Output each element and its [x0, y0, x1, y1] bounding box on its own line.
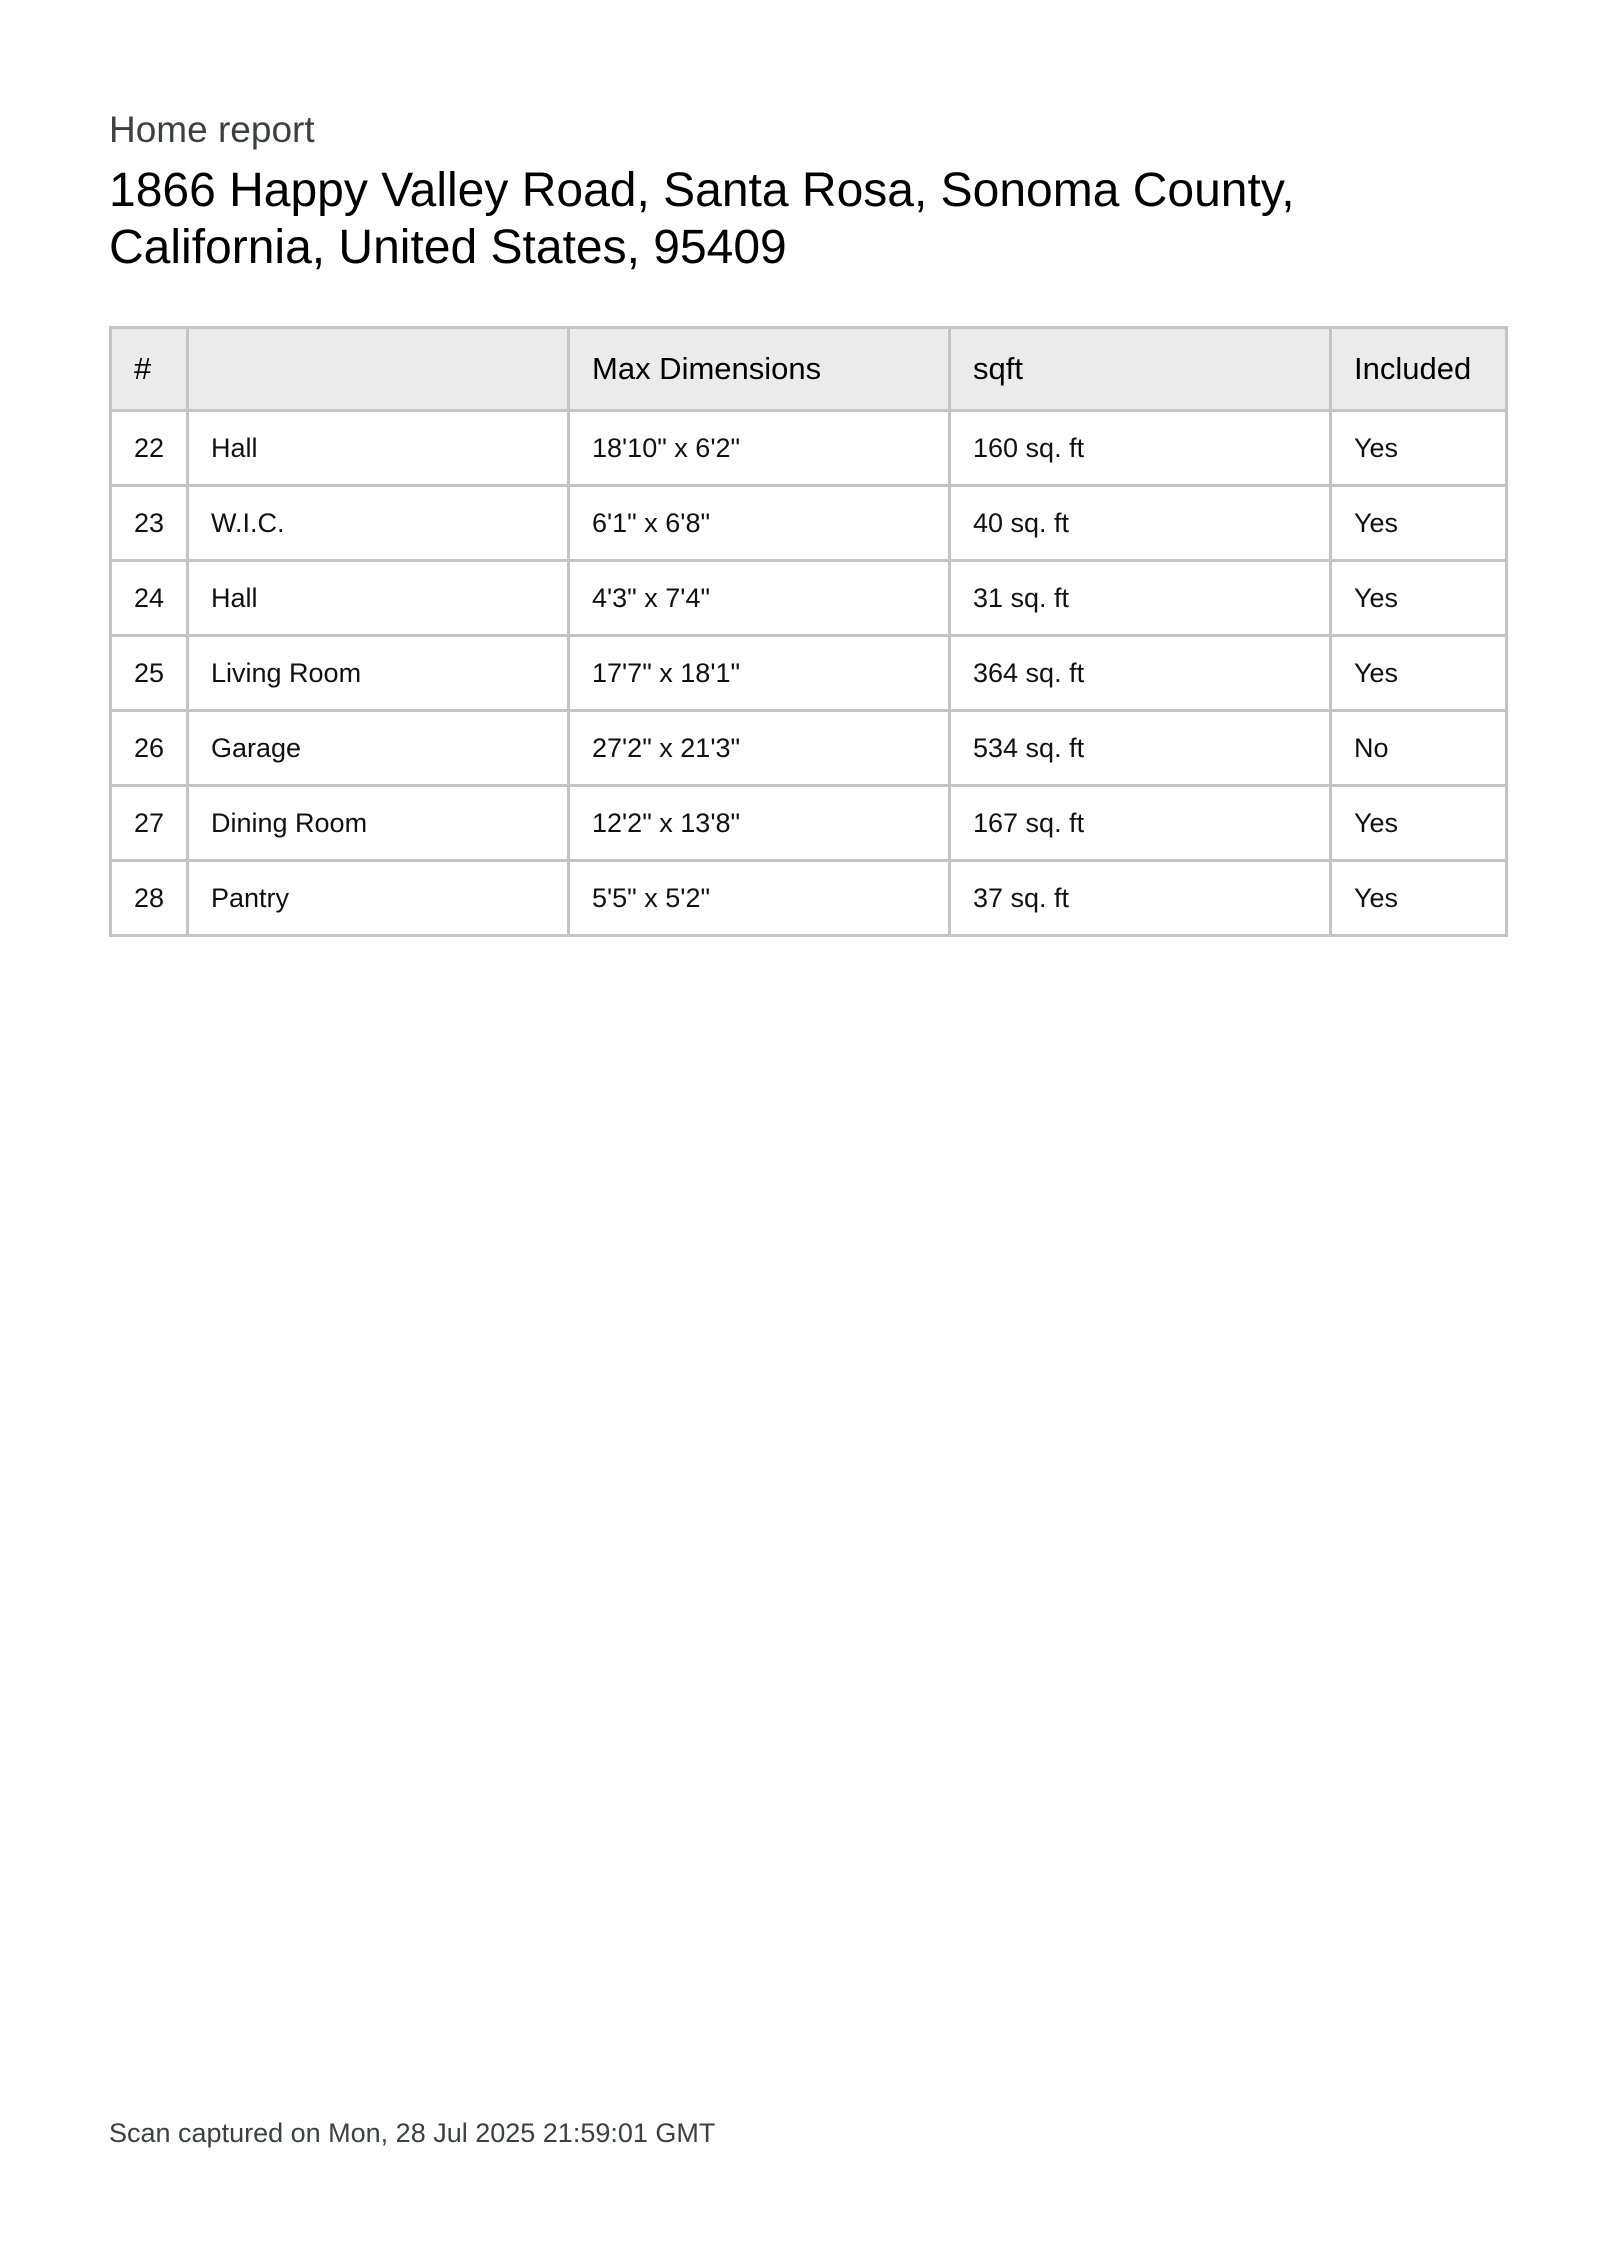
table-row [111, 486, 1507, 561]
table-row [111, 711, 1507, 786]
room-dimensions: 17'7" x 18'1" [569, 636, 950, 711]
table-row [111, 561, 1507, 636]
row-number: 27 [111, 786, 188, 861]
room-name: Garage [188, 711, 569, 786]
row-number: 22 [111, 411, 188, 486]
room-included: Yes [1331, 561, 1507, 636]
room-included: Yes [1331, 861, 1507, 936]
room-dimensions: 6'1" x 6'8" [569, 486, 950, 561]
row-number: 28 [111, 861, 188, 936]
row-number: 24 [111, 561, 188, 636]
row-number: 25 [111, 636, 188, 711]
room-area: 167 sq. ft [950, 786, 1331, 861]
room-name: Pantry [188, 861, 569, 936]
scan-timestamp: Scan captured on Mon, 28 Jul 2025 21:59:01 GMT [109, 2118, 716, 2148]
column-header-room [188, 328, 569, 411]
room-dimensions: 4'3" x 7'4" [569, 561, 950, 636]
room-area: 31 sq. ft [950, 561, 1331, 636]
room-dimensions: 18'10" x 6'2" [569, 411, 950, 486]
room-area: 37 sq. ft [950, 861, 1331, 936]
room-area: 534 sq. ft [950, 711, 1331, 786]
column-header-sqft: sqft [950, 328, 1331, 411]
room-included: Yes [1331, 411, 1507, 486]
room-dimensions: 12'2" x 13'8" [569, 786, 950, 861]
room-dimensions: 5'5" x 5'2" [569, 861, 950, 936]
row-number: 23 [111, 486, 188, 561]
table-header-row [111, 328, 1507, 411]
table-row [111, 636, 1507, 711]
room-name: Dining Room [188, 786, 569, 861]
column-header-included: Included [1331, 328, 1507, 411]
room-area: 160 sq. ft [950, 411, 1331, 486]
page-title: 1866 Happy Valley Road, Santa Rosa, Sonoma County, California, United States, 95409 [109, 164, 1295, 274]
table-row [111, 411, 1507, 486]
room-name: W.I.C. [188, 486, 569, 561]
room-name: Hall [188, 561, 569, 636]
room-included: Yes [1331, 786, 1507, 861]
room-included: Yes [1331, 636, 1507, 711]
room-area: 40 sq. ft [950, 486, 1331, 561]
column-header-max-dimensions: Max Dimensions [569, 328, 950, 411]
room-included: Yes [1331, 486, 1507, 561]
row-number: 26 [111, 711, 188, 786]
column-header-number: # [111, 328, 188, 411]
room-area: 364 sq. ft [950, 636, 1331, 711]
room-dimensions: 27'2" x 21'3" [569, 711, 950, 786]
table-row [111, 786, 1507, 861]
table-row [111, 861, 1507, 936]
room-name: Hall [188, 411, 569, 486]
room-name: Living Room [188, 636, 569, 711]
report-subtitle: Home report [109, 109, 315, 150]
rooms-table [109, 326, 1508, 937]
room-included: No [1331, 711, 1507, 786]
